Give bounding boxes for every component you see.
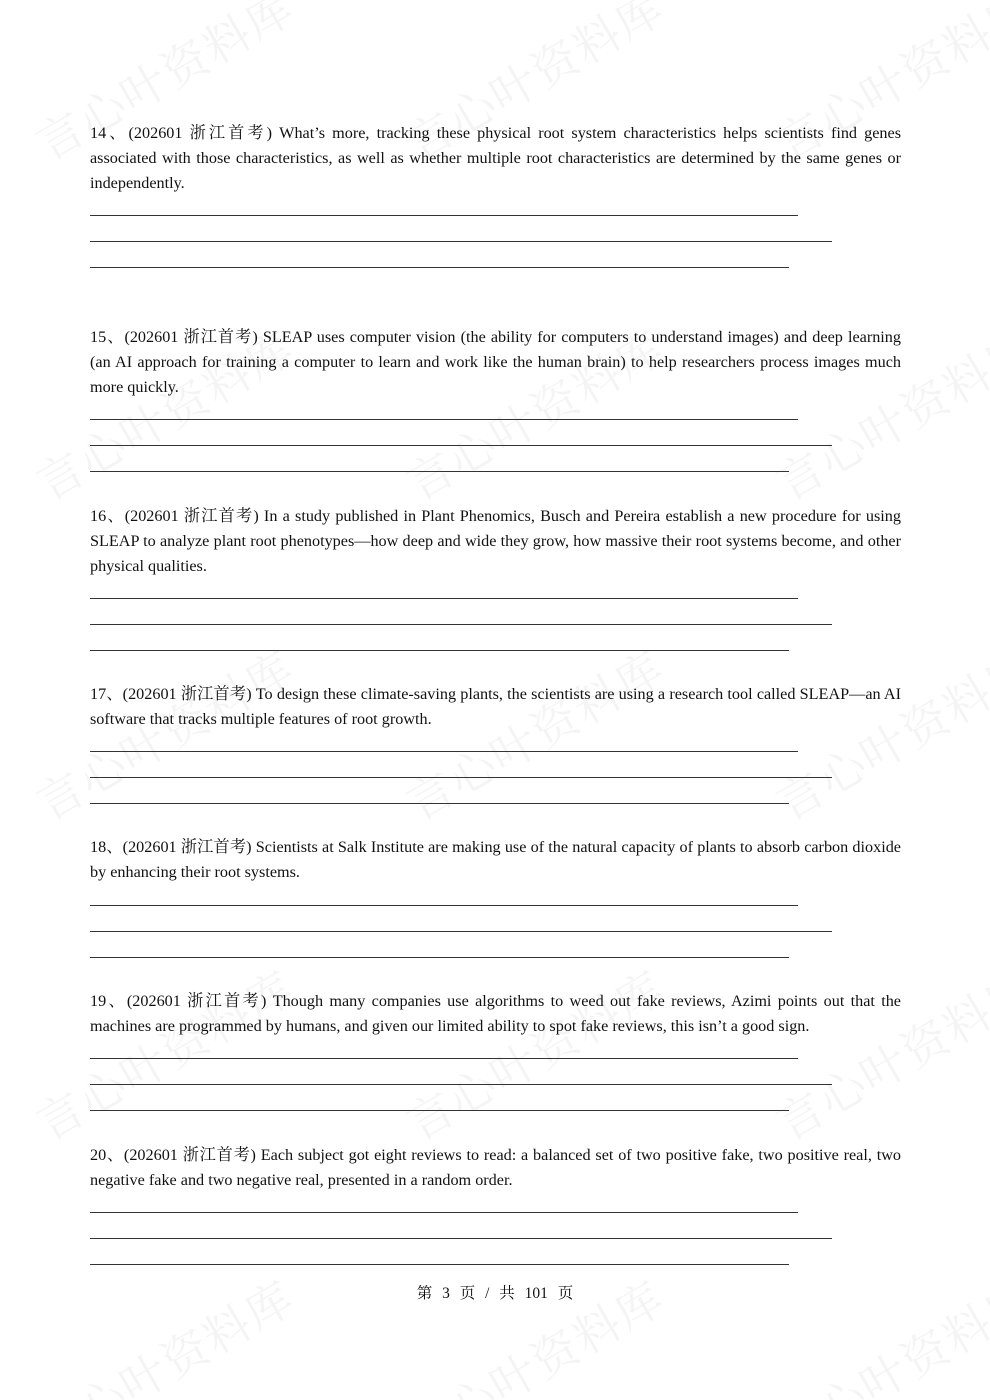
question-18: [90, 835, 901, 885]
answer-line[interactable]: [90, 267, 789, 268]
question-text: 15、(202601 浙江首考) SLEAP uses computer vision (the ability for computers to understand images) and deep learning (an AI approach for training a computer to learn and work like the human brain) to help researchers process images much more quickly.: [90, 328, 901, 396]
question-17: [90, 682, 901, 732]
answer-line[interactable]: [90, 1110, 789, 1111]
answer-line[interactable]: [90, 1238, 832, 1239]
answer-line[interactable]: [90, 419, 798, 420]
answer-line[interactable]: [90, 241, 832, 242]
answer-line[interactable]: [90, 931, 832, 932]
answer-line[interactable]: [90, 1058, 798, 1059]
answer-line[interactable]: [90, 803, 789, 804]
question-15: [90, 325, 901, 400]
answer-line[interactable]: [90, 471, 789, 472]
question-text: 16、(202601 浙江首考) In a study published in Plant Phenomics, Busch and Pereira establish a new procedure for using SLEAP to analyze plant root phenotypes—how deep and wide they grow, how massive their root systems become, and other physical qualities.: [90, 507, 901, 575]
answer-line[interactable]: [90, 650, 789, 651]
answer-line[interactable]: [90, 598, 798, 599]
answer-line[interactable]: [90, 957, 789, 958]
question-text: 20、(202601 浙江首考) Each subject got eight reviews to read: a balanced set of two positive fake, two positive real, two negative fake and two negative real, presented in a random order.: [90, 1146, 901, 1189]
watermark-text: [23, 952, 305, 1153]
question-text: 18、(202601 浙江首考) Scientists at Salk Institute are making use of the natural capacity of plants to absorb carbon dioxide by enhancing their root systems.: [90, 838, 901, 881]
answer-line[interactable]: [90, 777, 832, 778]
answer-line[interactable]: [90, 751, 798, 752]
page-number: 第 3 页 / 共 101 页: [416, 1285, 574, 1302]
question-text: 17、(202601 浙江首考) To design these climate-saving plants, the scientists are using a research tool called SLEAP—an AI software that tracks multiple features of root growth.: [90, 685, 901, 728]
question-text: 19、(202601 浙江首考) Though many companies use algorithms to weed out fake reviews, Azimi points out that the machines are programmed by humans, and given our limited ability to spot fake reviews, this isn’t a good sign.: [90, 992, 901, 1035]
answer-line[interactable]: [90, 445, 832, 446]
question-text: 14、(202601 浙江首考) What’s more, tracking these physical root system characteristics helps scientists find genes associated with those characteristics, as well as whether multiple root characteristics are determined by the same genes or independently.: [90, 124, 901, 192]
answer-line[interactable]: [90, 624, 832, 625]
question-19: [90, 989, 901, 1039]
watermark-text: [393, 952, 675, 1153]
answer-line[interactable]: [90, 905, 798, 906]
answer-line[interactable]: [90, 1084, 832, 1085]
answer-line[interactable]: [90, 1212, 798, 1213]
watermark-text: [763, 632, 990, 833]
question-20: [90, 1143, 901, 1193]
question-16: [90, 504, 901, 579]
answer-line[interactable]: [90, 215, 798, 216]
watermark-text: [763, 952, 990, 1153]
answer-line[interactable]: [90, 1264, 789, 1265]
question-14: [90, 121, 901, 196]
